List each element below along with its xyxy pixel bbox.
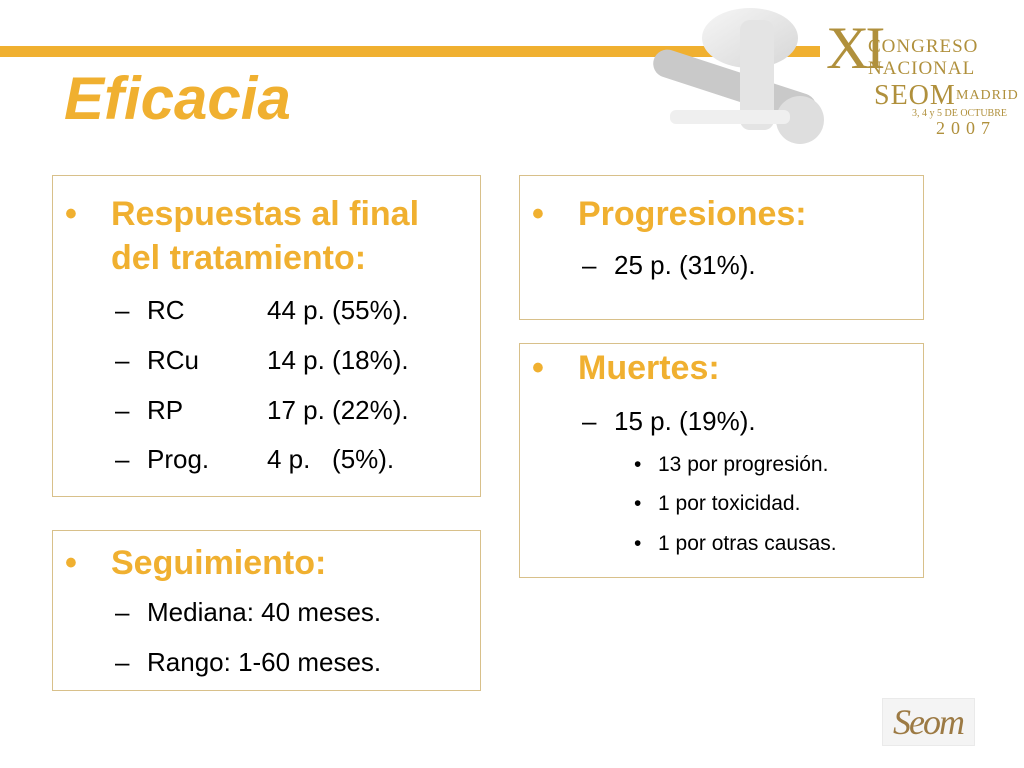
logo-city: MADRID (956, 88, 1019, 103)
logo-line1: CONGRESO (868, 36, 979, 57)
logo-dates: 3, 4 y 5 DE OCTUBRE (912, 108, 1007, 119)
respuestas-box: • Respuestas al final del tratamiento: – RC 44 p. (55%). – RCu 14 p. (18%). – RP 17 p. (22%). – Prog. 4 p. (5%). (52, 175, 481, 497)
seguimiento-box: • Seguimiento: – Mediana: 40 meses. – Rango: 1-60 meses. (52, 530, 481, 691)
congress-logo (600, 0, 1024, 150)
bullet-icon: • (532, 349, 544, 387)
logo-org: SEOM (874, 80, 956, 111)
bullet-icon: • (532, 195, 544, 233)
logo-line2: NACIONAL (868, 58, 976, 79)
muertes-box: • Muertes: – 15 p. (19%). • 13 por progresión. • 1 por toxicidad. • 1 por otras causas. (519, 343, 924, 578)
seom-logo-icon (882, 698, 975, 746)
muertes-heading: • Muertes: (532, 346, 720, 390)
bullet-icon: • (65, 544, 77, 582)
seom-logo-text: Seom (893, 702, 963, 742)
logo-year: 2007 (936, 118, 996, 138)
respuestas-heading-line2: del tratamiento: (111, 239, 367, 277)
respuestas-heading (65, 192, 419, 280)
progresiones-box: • Progresiones: – 25 p. (31%). (519, 175, 924, 320)
logo-numeral: XI (826, 15, 882, 81)
slide-title: Eficacia (64, 65, 291, 132)
respuestas-heading-line1: Respuestas al final (111, 195, 420, 233)
seguimiento-heading: • Seguimiento: (65, 541, 326, 585)
bullet-icon: • (65, 195, 77, 233)
progresiones-heading: • Progresiones: (532, 192, 807, 236)
